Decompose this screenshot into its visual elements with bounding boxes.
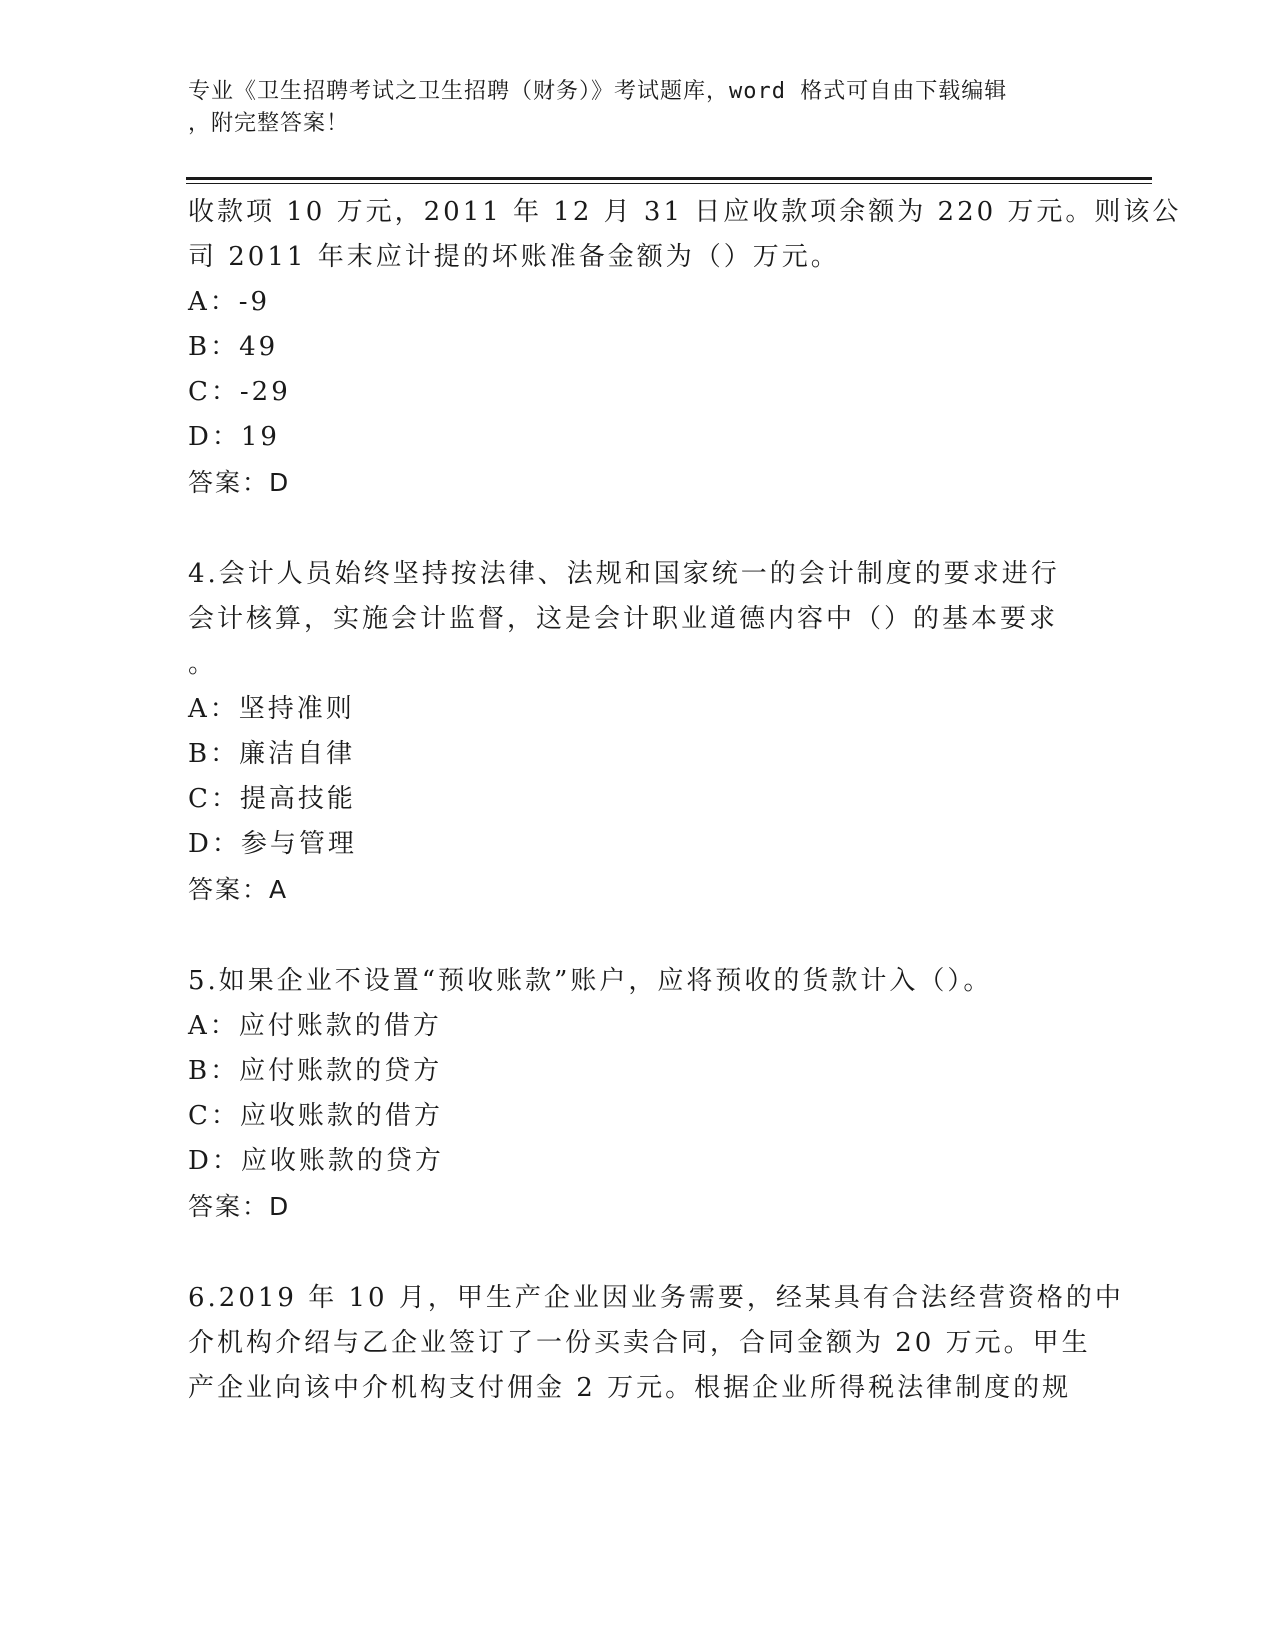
question-3 bbox=[188, 190, 1182, 505]
header-divider-thick bbox=[186, 177, 1152, 180]
question-stem-line: 司 2011 年末应计提的坏账准备金额为（）万元。 bbox=[188, 242, 840, 272]
option-d: D：19 bbox=[188, 422, 280, 452]
document-header bbox=[188, 76, 1088, 140]
question-6 bbox=[188, 1276, 1124, 1411]
option-a: A：坚持准则 bbox=[188, 694, 355, 724]
document-body bbox=[188, 190, 1182, 1411]
option-c: C：提高技能 bbox=[188, 784, 356, 814]
question-stem-line: 4.会计人员始终坚持按法律、法规和国家统一的会计制度的要求进行 bbox=[188, 559, 1060, 589]
option-b: B：49 bbox=[188, 332, 279, 362]
option-d: D：参与管理 bbox=[188, 829, 357, 859]
question-stem-line: 会计核算，实施会计监督，这是会计职业道德内容中（）的基本要求 bbox=[188, 604, 1059, 634]
question-stem-line: 5.如果企业不设置“预收账款”账户，应将预收的货款计入（）。 bbox=[188, 966, 993, 996]
option-c: C：-29 bbox=[188, 377, 291, 407]
option-d: D：应收账款的贷方 bbox=[188, 1146, 444, 1176]
question-stem-line: 产企业向该中介机构支付佣金 2 万元。根据企业所得税法律制度的规 bbox=[188, 1373, 1072, 1403]
question-5 bbox=[188, 959, 1088, 1229]
option-c: C：应收账款的借方 bbox=[188, 1101, 443, 1131]
header-line-2: ，附完整答案！ bbox=[188, 111, 350, 136]
question-4 bbox=[188, 552, 1088, 912]
answer-line: 答案：A bbox=[188, 875, 289, 904]
option-a: A：应付账款的借方 bbox=[188, 1011, 442, 1041]
header-line-1: 专业《卫生招聘考试之卫生招聘（财务）》考试题库，word 格式可自由下载编辑 bbox=[188, 79, 1008, 104]
question-stem-line: 收款项 10 万元，2011 年 12 月 31 日应收款项余额为 220 万元。则该公 bbox=[188, 197, 1182, 227]
answer-line: 答案：D bbox=[188, 1192, 291, 1221]
option-a: A：-9 bbox=[188, 287, 271, 317]
question-stem-line: 介机构介绍与乙企业签订了一份买卖合同，合同金额为 20 万元。甲生 bbox=[188, 1328, 1091, 1358]
answer-line: 答案：D bbox=[188, 468, 291, 497]
option-b: B：应付账款的贷方 bbox=[188, 1056, 443, 1086]
option-b: B：廉洁自律 bbox=[188, 739, 356, 769]
question-stem-line: 6.2019 年 10 月，甲生产企业因业务需要，经某具有合法经营资格的中 bbox=[188, 1283, 1124, 1313]
question-stem-line: 。 bbox=[188, 649, 218, 679]
header-divider-thin bbox=[186, 183, 1152, 184]
